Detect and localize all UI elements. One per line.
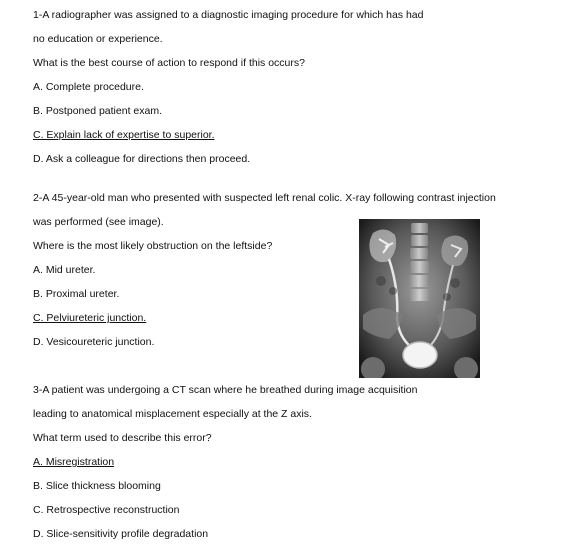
q2-option-b: B. Proximal ureter. [33, 288, 120, 300]
q3-option-d: D. Slice-sensitivity profile degradation [33, 528, 209, 540]
q1-stem-line-3: What is the best course of action to respond if this occurs? [33, 57, 305, 69]
q3-option-b: B. Slice thickness blooming [33, 480, 161, 492]
q1-option-a: A. Complete procedure. [33, 81, 144, 93]
q2-option-d: D. Vesicoureteric junction. [33, 336, 155, 348]
q2-stem-line-3: Where is the most likely obstruction on the leftside? [33, 240, 273, 252]
q3-stem-line-3: What term used to describe this error? [33, 432, 212, 444]
q3-option-a: A. Misregistration [33, 456, 115, 468]
q3-stem-line-2: leading to anatomical misplacement especially at the Z axis. [33, 408, 312, 420]
q1-option-b: B. Postponed patient exam. [33, 105, 162, 117]
q2-stem-line-1: 2-A 45-year-old man who presented with suspected left renal colic. X-ray following contrast injection [33, 192, 496, 204]
q1-option-c: C. Explain lack of expertise to superior. [33, 129, 215, 141]
q2-stem-line-2: was performed (see image). [33, 216, 164, 228]
q2-option-c: C. Pelviureteric junction. [33, 312, 147, 324]
q2-option-a: A. Mid ureter. [33, 264, 96, 276]
q3-option-c: C. Retrospective reconstruction [33, 504, 180, 516]
ivu-xray-image [359, 219, 480, 378]
q1-stem-line-1: 1-A radiographer was assigned to a diagnostic imaging procedure for which has had [33, 9, 424, 21]
q1-option-d: D. Ask a colleague for directions then proceed. [33, 153, 251, 165]
q1-stem-line-2: no education or experience. [33, 33, 163, 45]
q3-stem-line-1: 3-A patient was undergoing a CT scan where he breathed during image acquisition [33, 384, 418, 396]
xray-drawing [359, 219, 480, 378]
